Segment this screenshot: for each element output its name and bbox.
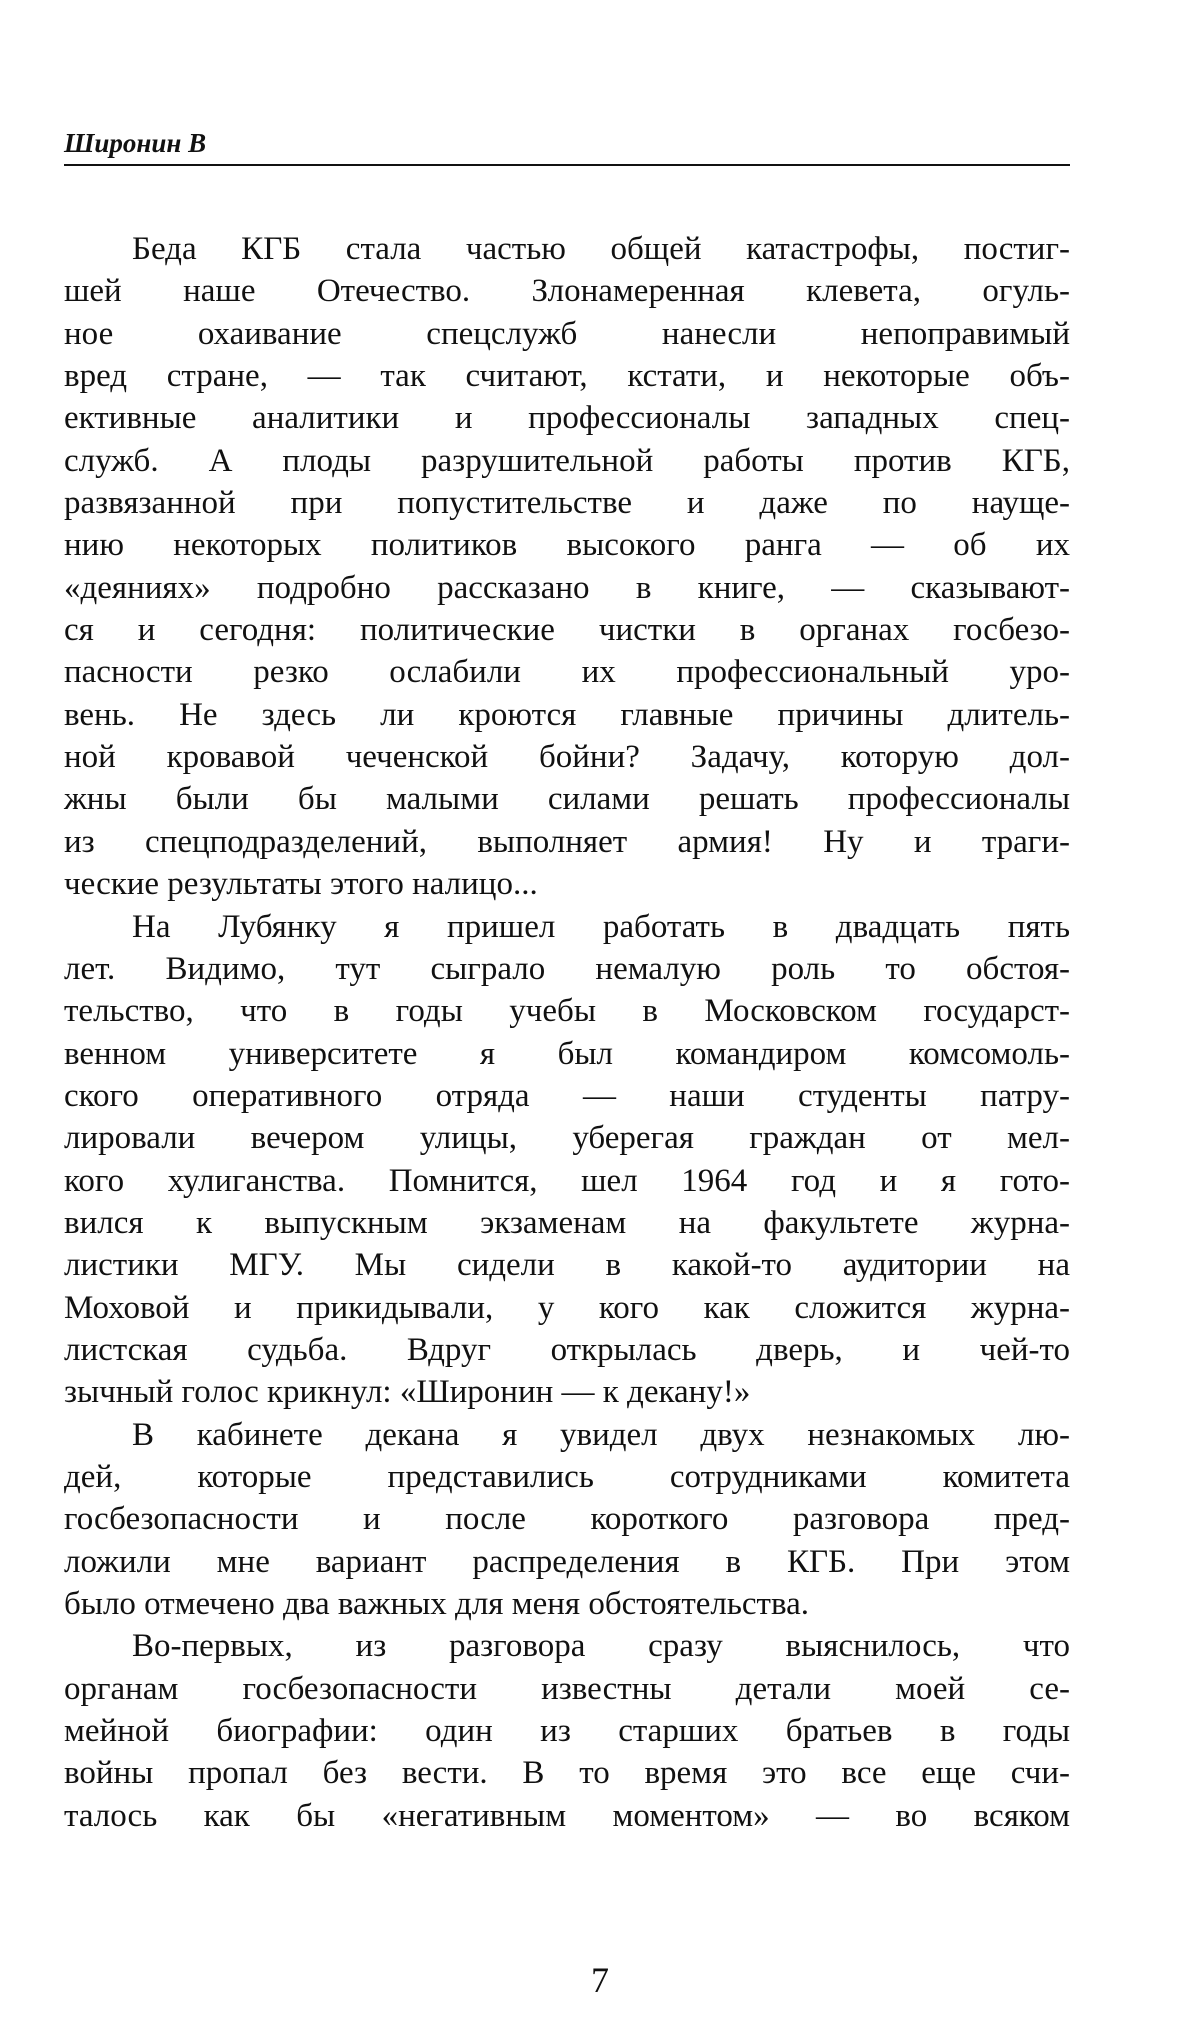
text-line: ского оперативного отряда — наши студенты патру- bbox=[64, 1077, 1070, 1114]
text-line: ной кровавой чеченской бойни? Задачу, которую дол- bbox=[64, 739, 1070, 776]
body-text bbox=[64, 228, 1070, 1837]
text-line: было отмечено два важных для меня обстоятельства. bbox=[64, 1586, 810, 1622]
text-line: мейной биографии: один из старших братьев в годы bbox=[64, 1713, 1070, 1750]
text-line: кого хулиганства. Помнится, шел 1964 год и я гото- bbox=[64, 1162, 1070, 1199]
text-line: ное охаивание спецслужб нанесли непоправимый bbox=[64, 315, 1070, 352]
text-line: нию некоторых политиков высокого ранга — об их bbox=[64, 527, 1070, 564]
paragraph bbox=[64, 1414, 1070, 1626]
text-line: органам госбезопасности известны детали моей се- bbox=[64, 1670, 1070, 1707]
text-line: дей, которые представились сотрудниками комитета bbox=[64, 1458, 1070, 1495]
text-line: зычный голос крикнул: «Широнин — к декану!» bbox=[64, 1374, 751, 1411]
text-line: шей наше Отечество. Злонамеренная клевета, огуль- bbox=[64, 273, 1070, 310]
text-line: листская судьба. Вдруг открылась дверь, и чей-то bbox=[64, 1331, 1070, 1368]
text-line: служб. А плоды разрушительной работы против КГБ, bbox=[64, 442, 1070, 479]
paragraph bbox=[64, 1625, 1070, 1837]
text-line: ческие результаты этого налицо... bbox=[64, 866, 538, 903]
text-line: из спецподразделений, выполняет армия! Ну и траги- bbox=[64, 823, 1070, 860]
text-line: На Лубянку я пришел работать в двадцать пять bbox=[132, 908, 1070, 945]
text-line: Во-первых, из разговора сразу выяснилось, что bbox=[132, 1628, 1070, 1665]
text-line: жны были бы малыми силами решать профессионалы bbox=[64, 781, 1070, 818]
text-line: Моховой и прикидывали, у кого как сложится журна- bbox=[64, 1289, 1070, 1326]
text-line: войны пропал без вести. В то время это все еще счи- bbox=[64, 1755, 1070, 1792]
running-header: Широнин В bbox=[64, 128, 207, 158]
text-line: листики МГУ. Мы сидели в какой-то аудитории на bbox=[64, 1247, 1070, 1284]
text-line: ложили мне вариант распределения в КГБ. При этом bbox=[64, 1543, 1070, 1580]
text-line: ективные аналитики и профессионалы западных спец- bbox=[64, 400, 1070, 437]
page-number: 7 bbox=[591, 1960, 609, 2000]
text-line: Беда КГБ стала частью общей катастрофы, постиг- bbox=[132, 231, 1070, 267]
header-rule bbox=[64, 164, 1070, 166]
text-line: лет. Видимо, тут сыграло немалую роль то обстоя- bbox=[64, 950, 1070, 987]
text-line: пасности резко ослабили их профессиональный уро- bbox=[64, 654, 1070, 691]
text-line: ся и сегодня: политические чистки в органах госбезо- bbox=[64, 612, 1070, 649]
text-line: тельство, что в годы учебы в Московском государст- bbox=[64, 993, 1070, 1030]
text-line: В кабинете декана я увидел двух незнакомых лю- bbox=[132, 1416, 1070, 1453]
text-line: лировали вечером улицы, уберегая граждан от мел- bbox=[64, 1120, 1070, 1157]
text-line: вред стране, — так считают, кстати, и некоторые объ- bbox=[64, 358, 1070, 395]
text-line: талось как бы «негативным моментом» — во всяком bbox=[64, 1797, 1070, 1834]
text-line: венном университете я был командиром комсомоль- bbox=[64, 1035, 1070, 1072]
text-line: «деяниях» подробно рассказано в книге, — сказывают- bbox=[64, 569, 1070, 606]
text-line: вень. Не здесь ли кроются главные причины длитель- bbox=[64, 696, 1070, 733]
text-line: госбезопасности и после короткого разговора пред- bbox=[64, 1501, 1070, 1538]
text-line: развязанной при попустительстве и даже по науще- bbox=[64, 485, 1070, 522]
paragraph bbox=[64, 228, 1070, 906]
paragraph bbox=[64, 906, 1070, 1414]
text-line: вился к выпускным экзаменам на факультете журна- bbox=[64, 1204, 1070, 1241]
